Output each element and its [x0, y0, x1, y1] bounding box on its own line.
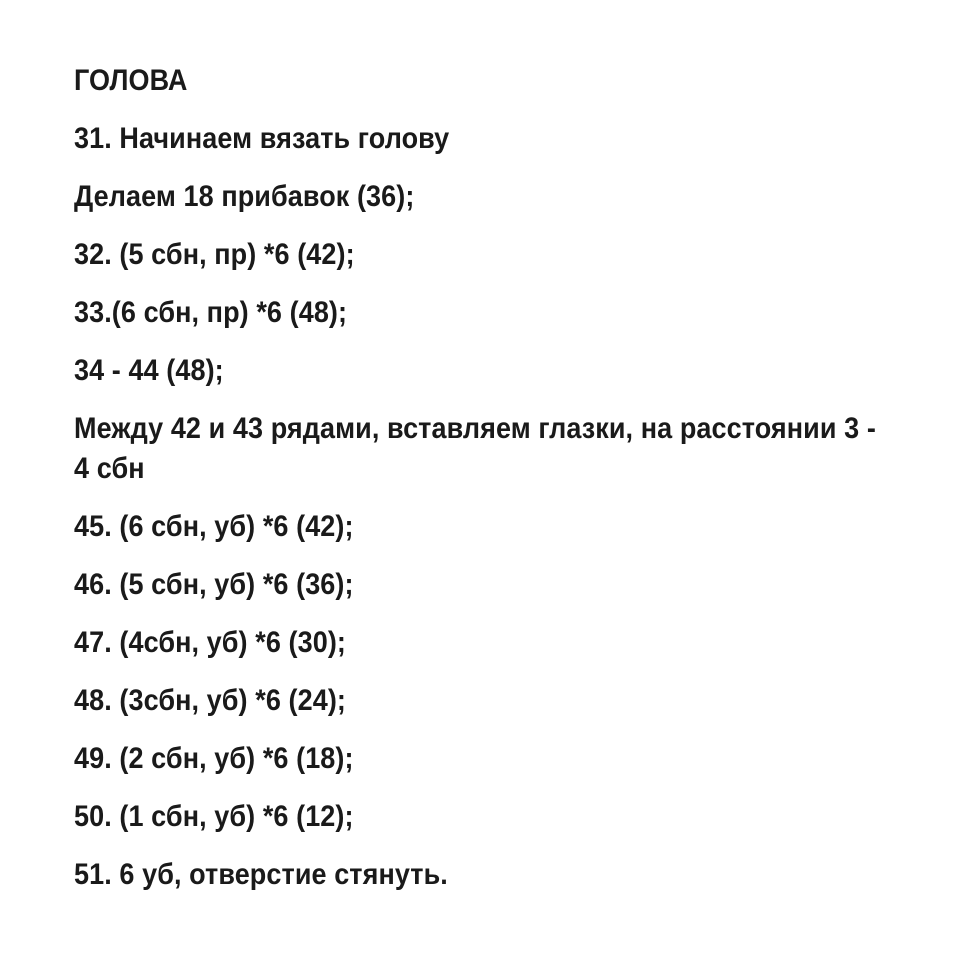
instructions-document	[74, 52, 894, 904]
instruction-line: Делаем 18 прибавок (36);	[74, 180, 415, 213]
instruction-line: 45. (6 сбн, уб) *6 (42);	[74, 510, 354, 543]
instruction-line: 50. (1 сбн, уб) *6 (12);	[74, 800, 354, 833]
instruction-note: Между 42 и 43 рядами, вставляем глазки, на расстоянии 3 - 4 сбн	[74, 412, 876, 485]
instruction-line: 49. (2 сбн, уб) *6 (18);	[74, 742, 354, 775]
instruction-line: 33.(6 сбн, пр) *6 (48);	[74, 296, 348, 329]
instruction-line: 32. (5 сбн, пр) *6 (42);	[74, 238, 355, 271]
instruction-line: 48. (3сбн, уб) *6 (24);	[74, 684, 346, 717]
instruction-line: 31. Начинаем вязать голову	[74, 122, 450, 155]
section-title: ГОЛОВА	[74, 64, 188, 97]
instruction-line: 46. (5 сбн, уб) *6 (36);	[74, 568, 354, 601]
instruction-line: 34 - 44 (48);	[74, 354, 224, 387]
instruction-line: 51. 6 уб, отверстие стянуть.	[74, 858, 448, 891]
instruction-line: 47. (4сбн, уб) *6 (30);	[74, 626, 346, 659]
